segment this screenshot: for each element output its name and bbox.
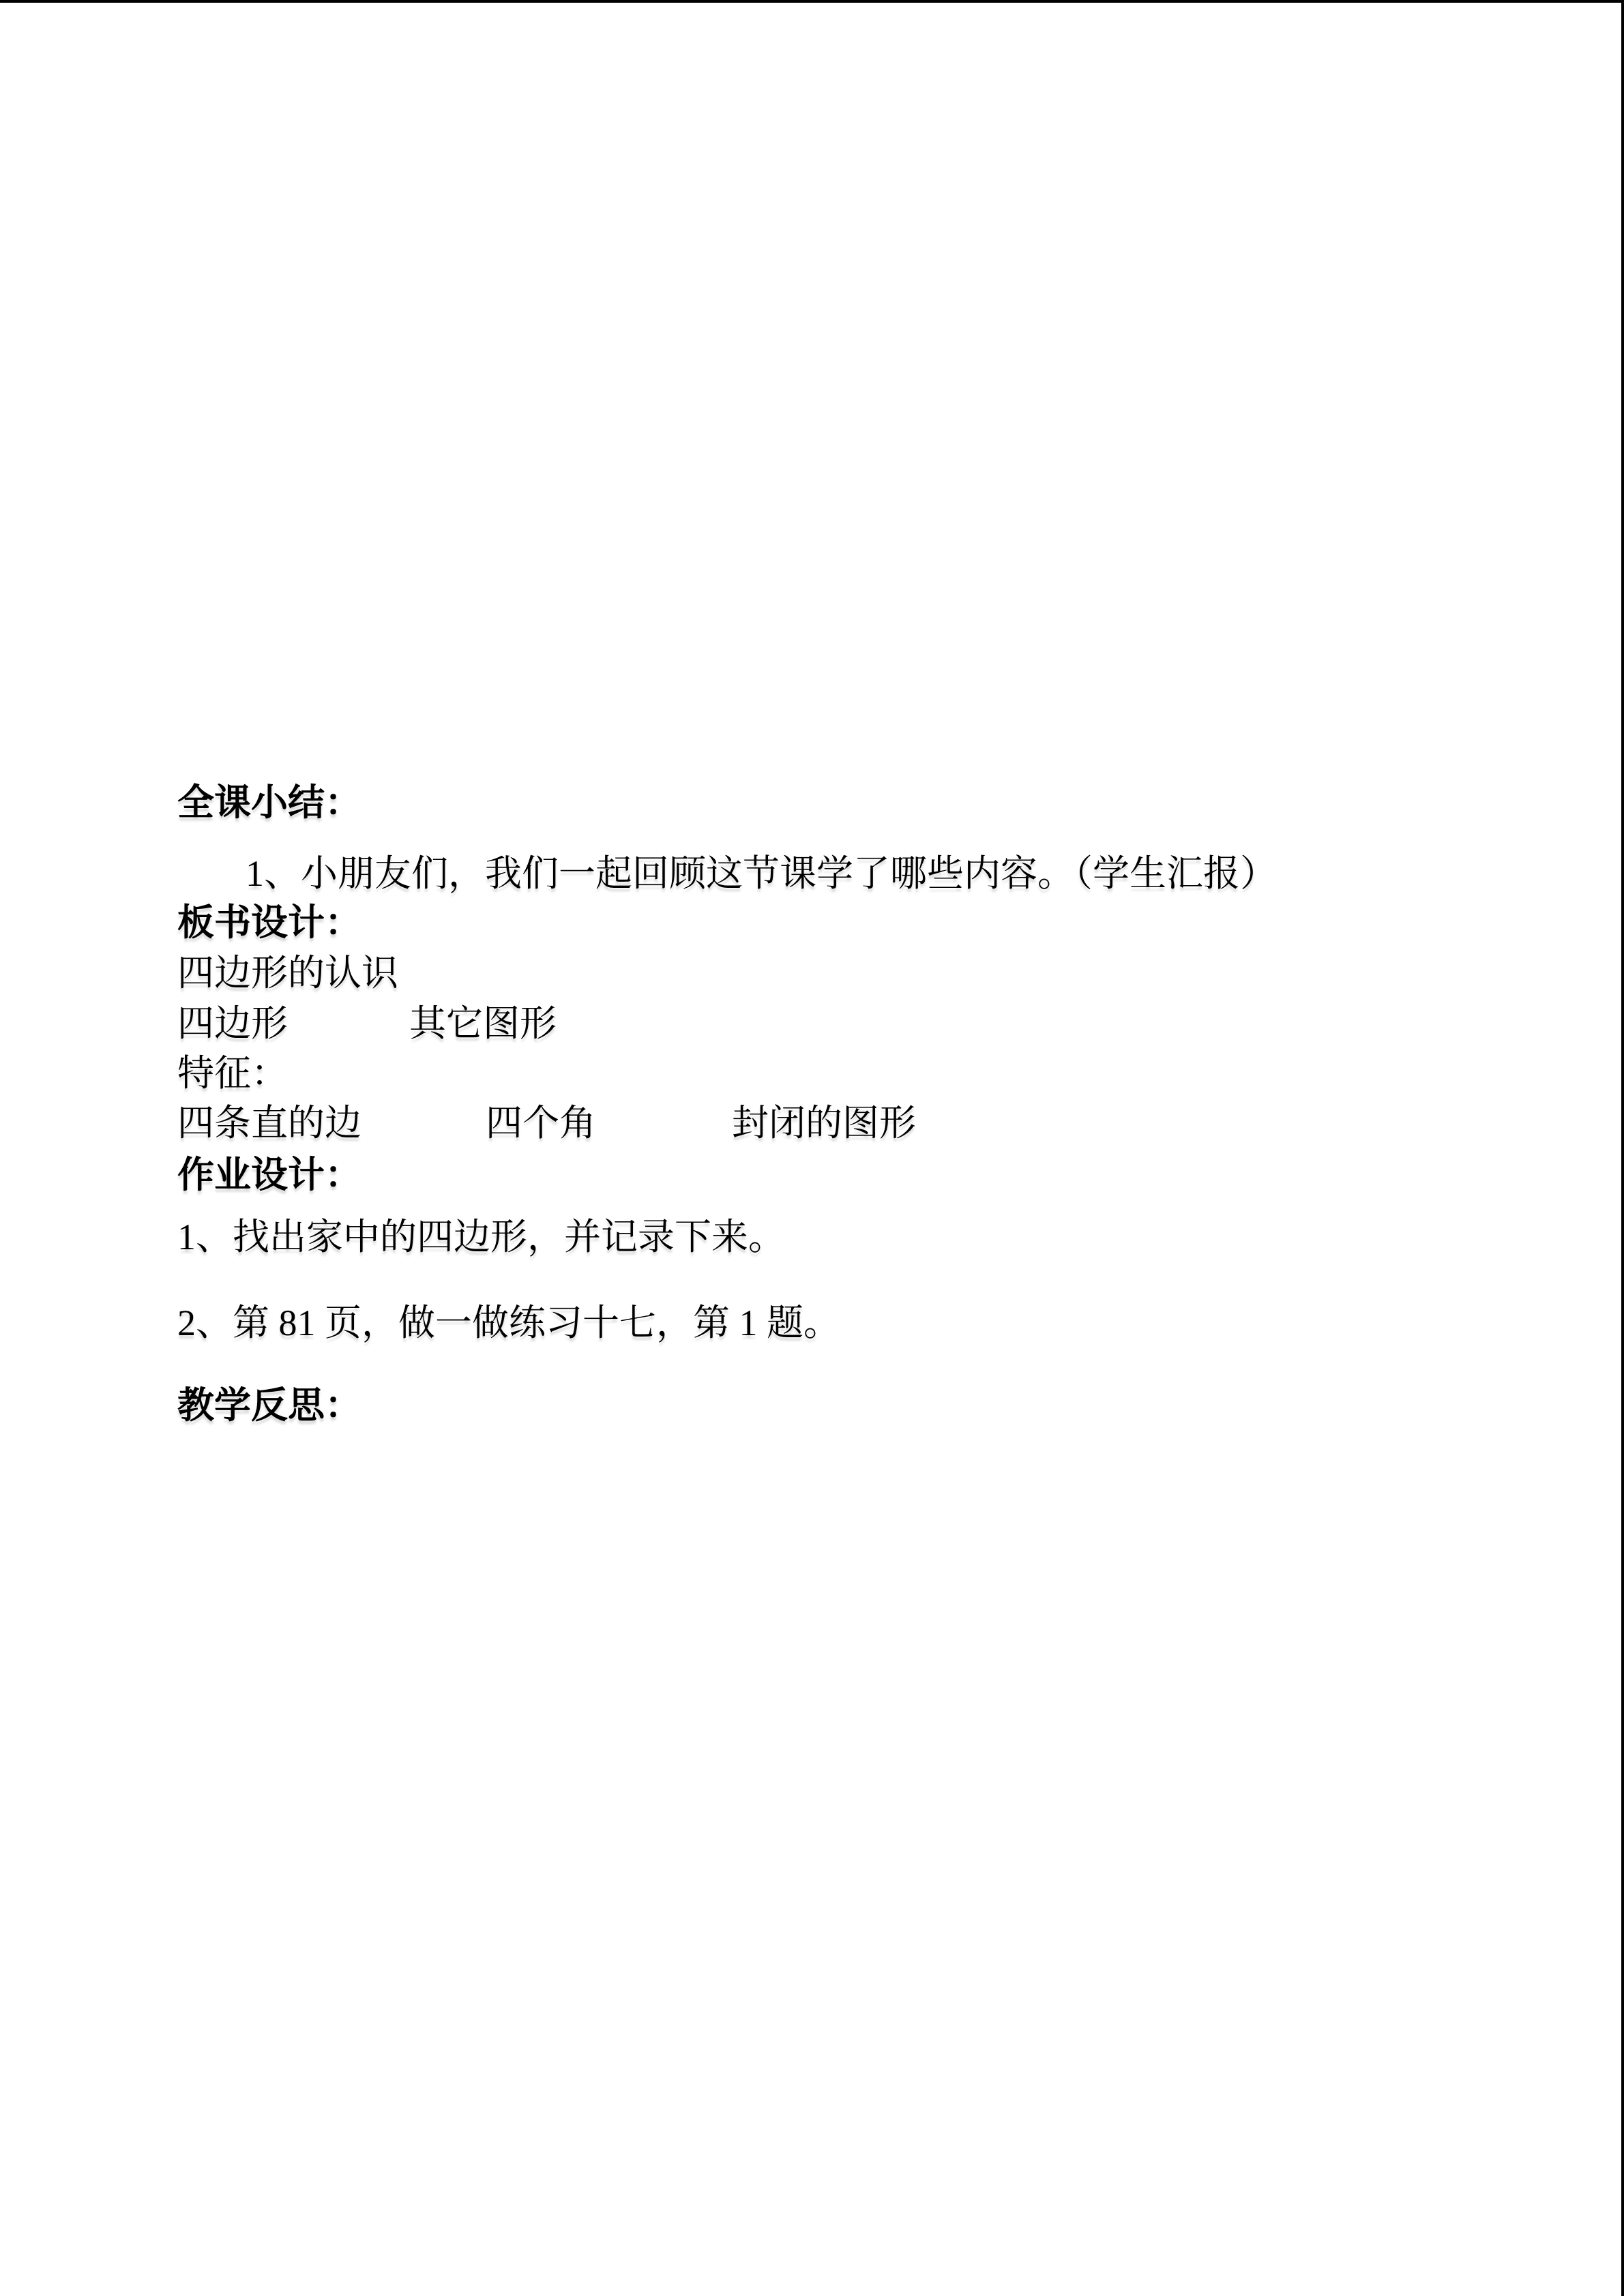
- board-design-title: 四边形的认识: [177, 953, 398, 994]
- summary-heading: 全课小结：: [177, 782, 361, 823]
- board-design-heading: 板书设计：: [177, 902, 361, 943]
- board-shape-column-other-shapes: 其它图形: [409, 1003, 557, 1044]
- board-feature-closed-figure: 封闭的图形: [732, 1103, 916, 1144]
- board-feature-four-angles: 四个角: [486, 1103, 596, 1144]
- homework-heading: 作业设计：: [177, 1154, 361, 1195]
- board-shape-column-quadrilateral: 四边形: [177, 1003, 288, 1044]
- summary-item: 1、小朋友们，我们一起回顾这节课学了哪些内容。（学生汇报）: [246, 853, 1277, 894]
- board-feature-four-straight-sides: 四条直的边: [177, 1103, 361, 1144]
- board-features-label: 特征：: [177, 1053, 288, 1094]
- homework-item-2: 2、第 81 页，做一做练习十七，第 1 题。: [177, 1302, 840, 1343]
- reflection-heading: 教学反思：: [177, 1385, 361, 1426]
- board-shape-columns-row: [0, 1002, 1296, 1050]
- board-feature-columns-row: [0, 1102, 1296, 1150]
- page-right-edge: [1621, 0, 1624, 2296]
- homework-item-1: 1、找出家中的四边形，并记录下来。: [177, 1217, 785, 1257]
- page-top-edge: [0, 0, 1624, 3]
